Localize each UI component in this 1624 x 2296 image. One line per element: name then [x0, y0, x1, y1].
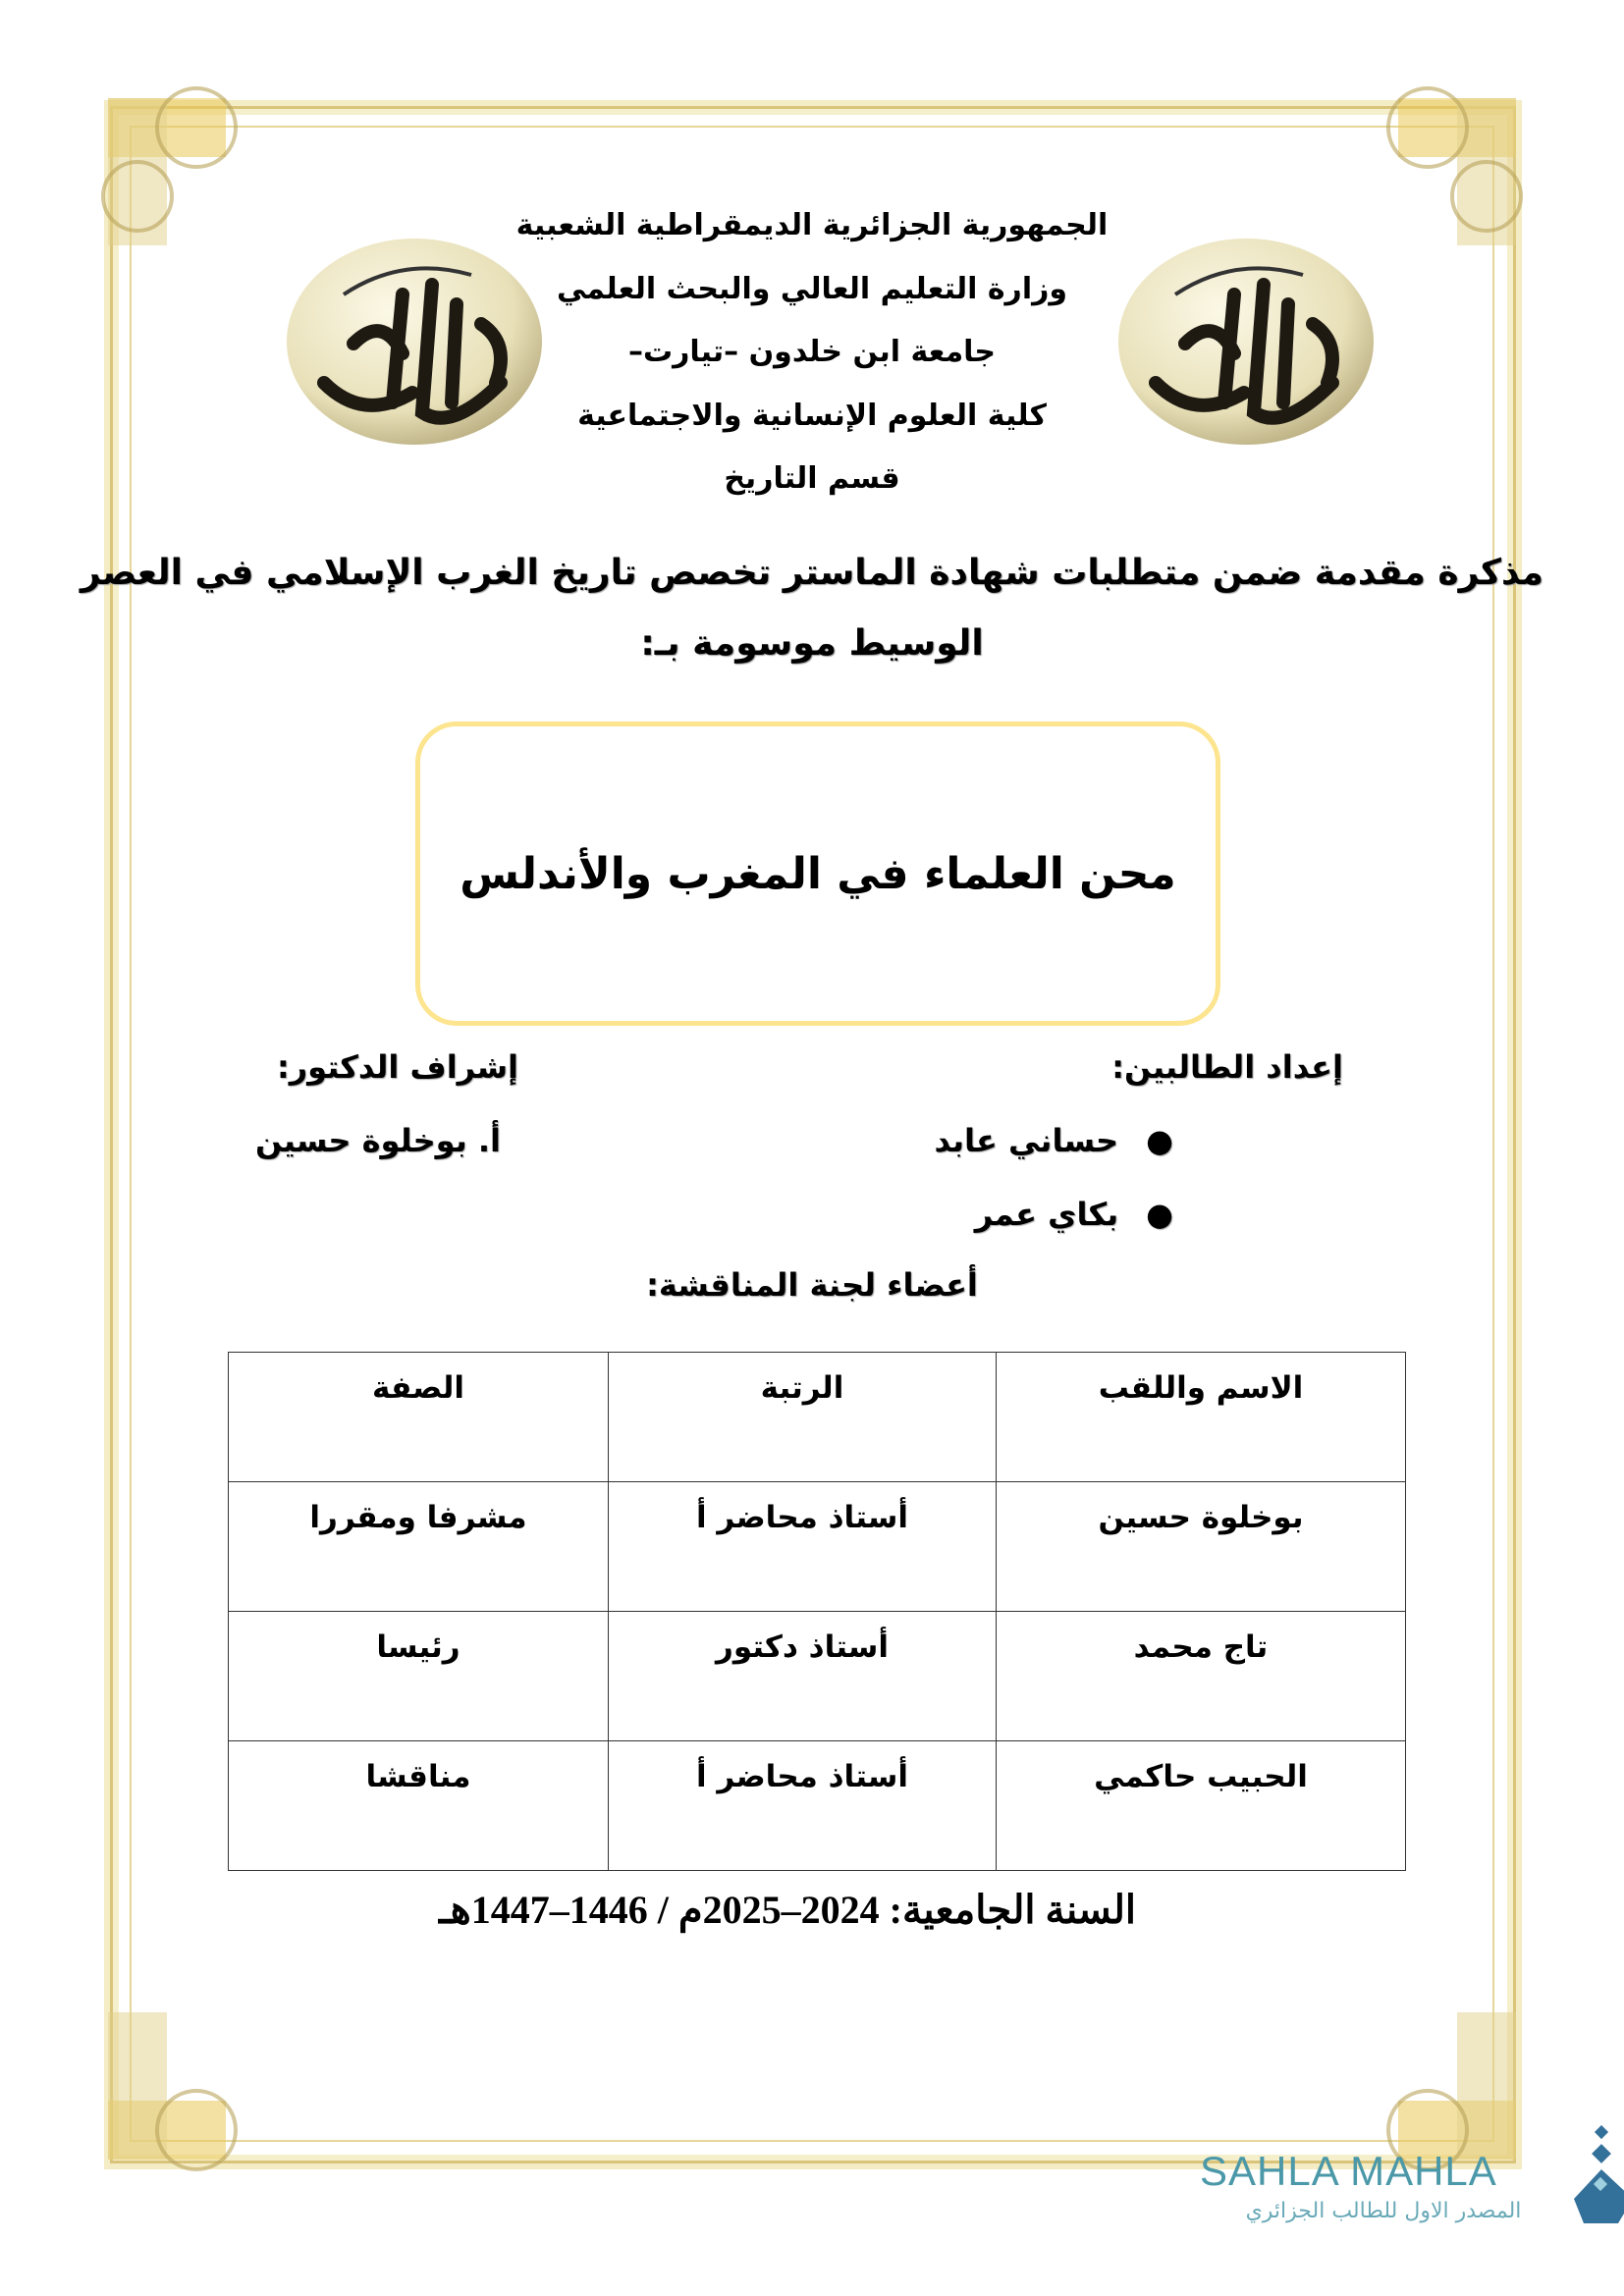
cell-role: رئيسا — [229, 1612, 609, 1741]
header-faculty: كلية العلوم الإنسانية والاجتماعية — [577, 399, 1047, 433]
sahla-mahla-logo-icon — [1569, 2125, 1624, 2228]
header-cell: الصفة — [229, 1353, 609, 1482]
header-cell: الاسم واللقب — [997, 1353, 1406, 1482]
cell-rank: أستاذ محاضر أ — [609, 1741, 997, 1871]
bullet-icon: ● — [1146, 1122, 1173, 1159]
student-name: ●حساني عابد — [934, 1122, 1173, 1159]
committee-table — [228, 1352, 1406, 1871]
thesis-title: محن العلماء في المغرب والأندلس — [460, 848, 1176, 899]
header-university: جامعة ابن خلدون –تيارت– — [627, 335, 997, 369]
cell-role: مشرفا ومقررا — [229, 1482, 609, 1612]
academic-year: السنة الجامعية: 2024–2025م / 1446–1447هـ — [438, 1888, 1137, 1932]
title-box — [415, 721, 1220, 1026]
cell-name: بوخلوة حسين — [997, 1482, 1406, 1612]
table-row — [229, 1741, 1406, 1871]
committee-label: أعضاء لجنة المناقشة: — [646, 1266, 978, 1304]
table-row — [229, 1482, 1406, 1612]
header-cell: الرتبة — [609, 1353, 997, 1482]
table-row — [229, 1612, 1406, 1741]
student-name: ●بكاي عمر — [974, 1196, 1173, 1233]
cell-rank: أستاذ محاضر أ — [609, 1482, 997, 1612]
supervisor-label: إشراف الدكتور: — [276, 1048, 518, 1086]
cell-rank: أستاذ دكتور — [609, 1612, 997, 1741]
subtitle-line-2: الوسيط موسومة بـ: — [640, 623, 984, 664]
watermark-brand: SAHLA MAHLA — [1200, 2148, 1497, 2194]
cell-name: الحبيب حاكمي — [997, 1741, 1406, 1871]
cell-name: تاج محمد — [997, 1612, 1406, 1741]
watermark-tagline: المصدر الاول للطالب الجزائري — [1245, 2199, 1522, 2223]
students-label: إعداد الطالبين: — [1111, 1048, 1343, 1086]
sahla-mahla-watermark — [1178, 2120, 1624, 2248]
supervisor-name: أ. بوخلوة حسين — [254, 1122, 501, 1159]
cell-role: مناقشا — [229, 1741, 609, 1871]
frame-corner-ornament-icon — [69, 1944, 324, 2199]
header-ministry: وزارة التعليم العالي والبحث العلمي — [556, 272, 1068, 306]
header-department: قسم التاريخ — [724, 461, 900, 496]
subtitle-line-1: مذكرة مقدمة ضمن متطلبات شهادة الماستر تخصص تاريخ الغرب الإسلامي في العصر — [80, 553, 1544, 593]
table-header-row — [229, 1353, 1406, 1482]
bullet-icon: ● — [1146, 1196, 1173, 1233]
header-country: الجمهورية الجزائرية الديمقراطية الشعبية — [515, 208, 1109, 242]
